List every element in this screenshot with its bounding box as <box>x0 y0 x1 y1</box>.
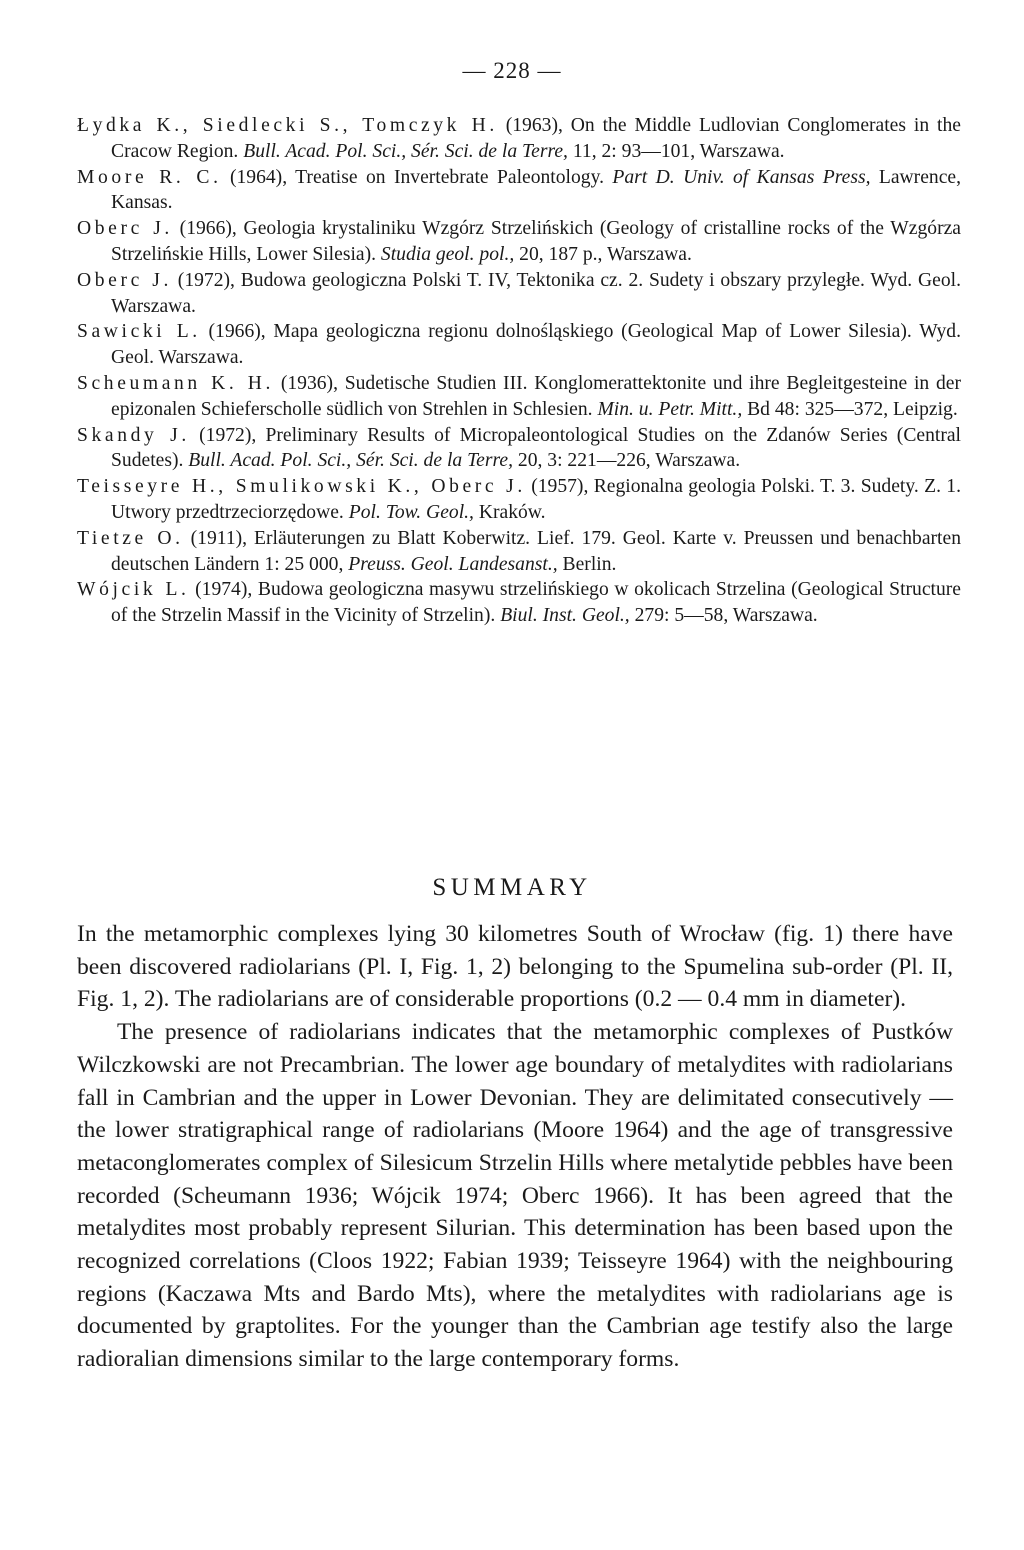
summary-body <box>77 918 953 1376</box>
reference-text: (1963), On the Middle Ludlovian Conglomerates in the Cracow Region. <box>111 115 961 162</box>
reference-journal: Preuss. Geol. Landesanst., <box>348 553 558 575</box>
reference-authors: Tietze O. <box>77 527 184 549</box>
reference-authors: Scheumann K. H. <box>77 372 275 394</box>
reference-entry <box>77 577 961 629</box>
reference-entry <box>77 474 961 526</box>
summary-heading: SUMMARY <box>432 874 592 901</box>
reference-journal: Min. u. Petr. Mitt., <box>597 398 743 420</box>
reference-journal: Part D. Univ. of Kansas Press, <box>612 166 871 188</box>
reference-text-end: Lawrence, Kansas. <box>111 166 961 214</box>
reference-text: (1972), Budowa geologiczna Polski T. IV, Tektonika cz. 2. Sudety i obszary przyległe. Wyd. Geol. Warszawa. <box>111 269 961 317</box>
reference-text-end: 279: 5—58, Warszawa. <box>629 605 818 627</box>
reference-journal: Pol. Tow. Geol., <box>348 501 474 523</box>
reference-entry <box>77 319 961 371</box>
reference-entry <box>77 371 961 423</box>
reference-journal: Studia geol. pol., <box>380 243 515 265</box>
reference-authors: Oberc J. <box>77 269 172 291</box>
reference-entry <box>77 268 961 320</box>
reference-text: (1911), Erläuterungen zu Blatt Koberwitz. Lief. 179. Geol. Karte v. Preussen und benachbarten deutschen Ländern 1: 25 000, <box>111 527 961 575</box>
reference-text: (1966), Geologia krystaliniku Wzgórz Strzelińskich (Geology of cristalline rocks of the Wzgórza Strzelińskie Hills, Lower Silesia). <box>111 218 961 265</box>
reference-entry <box>77 526 961 578</box>
reference-entry <box>77 113 961 165</box>
reference-text-end: 20, 187 p., Warszawa. <box>514 243 692 265</box>
reference-authors: Moore R. C. <box>77 166 222 188</box>
reference-text-end: 11, 2: 93—101, Warszawa. <box>567 140 785 162</box>
reference-text-end: Kraków. <box>473 501 546 523</box>
reference-text: (1966), Mapa geologiczna regionu dolnośląskiego (Geological Map of Lower Silesia). Wyd. Geol. Warszawa. <box>111 321 961 369</box>
reference-journal: Bull. Acad. Pol. Sci., Sér. Sci. de la Terre, <box>188 450 513 472</box>
reference-text-end: 20, 3: 221—226, Warszawa. <box>513 450 741 472</box>
reference-text-end: Berlin. <box>557 553 617 575</box>
reference-authors: Łydka K., Siedlecki S., Tomczyk H. <box>77 115 498 136</box>
reference-text: (1964), Treatise on Invertebrate Paleontology. <box>221 166 613 188</box>
reference-entry <box>77 165 961 217</box>
reference-text: (1972), Preliminary Results of Micropaleontological Studies on the Zdanów Series (Central Sudetes). <box>111 424 961 472</box>
reference-text: (1974), Budowa geologiczna masywu strzelińskiego w okolicach Strzelina (Geological Structure of the Strzelin Massif in the Vicinity of Strzelin). <box>111 579 962 627</box>
reference-text: (1936), Sudetische Studien III. Konglomerattektonite und ihre Begleitgesteine in der epizonalen Schieferscholle südlich von Strehlen in Schlesien. <box>111 372 961 420</box>
reference-journal: Biul. Inst. Geol., <box>500 605 630 627</box>
summary-paragraph-1: In the metamorphic complexes lying 30 kilometres South of Wrocław (fig. 1) there have been discovered radiolarians (Pl. I, Fig. 1, 2) belonging to the Spumelina sub-order (Pl. II, Fig. 1, 2). The radiolarians are of considerable proportions (0.2 — 0.4 mm in diameter). <box>77 921 953 1013</box>
page-number: — 228 — <box>462 58 562 83</box>
reference-authors: Wójcik L. <box>77 579 190 601</box>
reference-list <box>77 113 961 629</box>
reference-journal: Bull. Acad. Pol. Sci., Sér. Sci. de la Terre, <box>243 140 568 162</box>
reference-authors: Teisseyre H., Smulikowski K., Oberc J. <box>77 476 526 498</box>
reference-text-end: Bd 48: 325—372, Leipzig. <box>742 398 958 420</box>
reference-entry <box>77 216 961 268</box>
reference-authors: Sawicki L. <box>77 321 201 343</box>
summary-paragraph-2: The presence of radiolarians indicates that the metamorphic complexes of Pustków Wilczkowski are not Precambrian. The lower age boundary of metalydites with radiolarians fall in Cambrian and the upper in Lower Devonian. They are delimitated consecutively — the lower stratigraphical range of radiolarians (Moore 1964) and the age of transgressive metaconglomerates complex of Silesicum Strzelin Hills where metalytide pebbles have been recorded (Scheumann 1936; Wójcik 1974; Oberc 1966). It has been agreed that the metalydites most probably represent Silurian. This determination has been based upon the recognized correlations (Cloos 1922; Fabian 1939; Teisseyre 1964) with the neighbouring regions (Kaczawa Mts and Bardo Mts), where the metalydites with radiolarians age is documented by graptolites. For the younger than the Cambrian age testify also the large radioralian dimensions similar to the large contemporary forms. <box>77 1019 953 1373</box>
reference-text: (1957), Regionalna geologia Polski. T. 3. Sudety. Z. 1. Utwory przedtrzeciorzędowe. <box>111 476 961 523</box>
reference-entry <box>77 423 961 475</box>
reference-authors: Oberc J. <box>77 218 173 240</box>
reference-authors: Skandy J. <box>77 424 190 446</box>
